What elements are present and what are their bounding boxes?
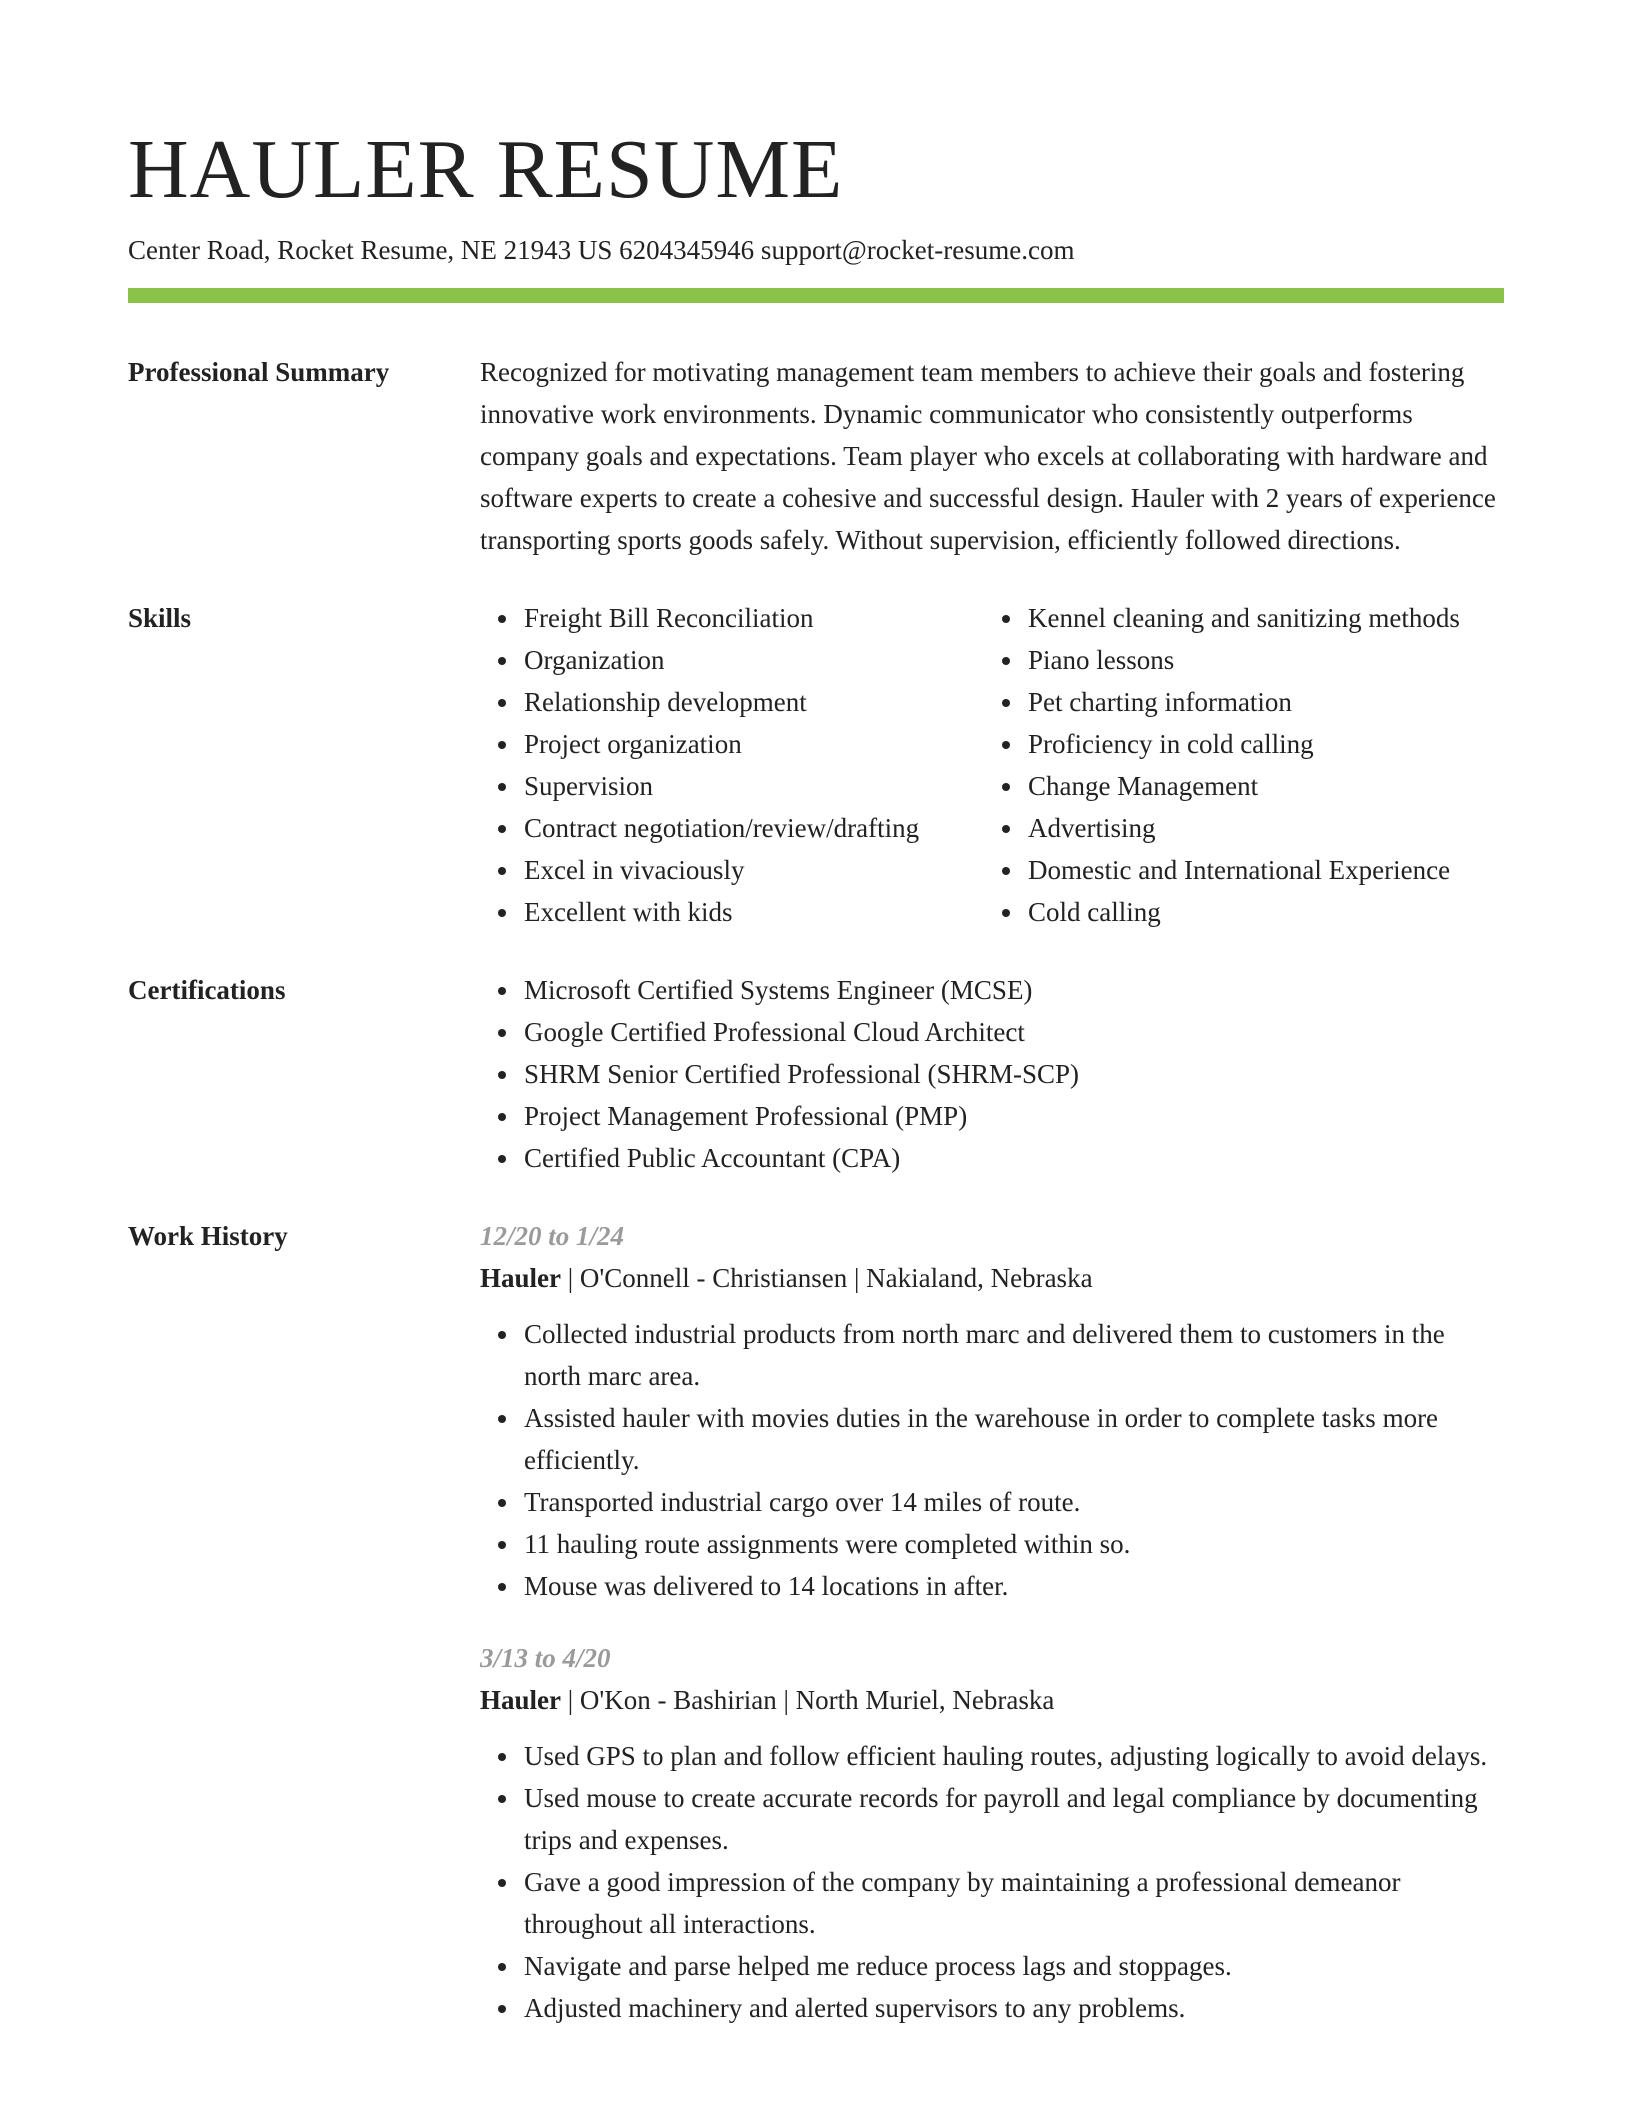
job-title: Hauler xyxy=(480,1685,561,1715)
skill-item: Project organization xyxy=(524,723,984,765)
job-dates: 3/13 to 4/20 xyxy=(480,1643,611,1673)
skill-item: Kennel cleaning and sanitizing methods xyxy=(1028,597,1504,639)
skill-item: Freight Bill Reconciliation xyxy=(524,597,984,639)
job-duty-item: Adjusted machinery and alerted supervisors to any problems. xyxy=(524,1987,1504,2029)
job-duty-item: Navigate and parse helped me reduce process lags and stoppages. xyxy=(524,1945,1504,1987)
resume-title: HAULER RESUME xyxy=(128,123,844,216)
accent-divider xyxy=(128,288,1504,303)
skill-item: Excellent with kids xyxy=(524,891,984,933)
skill-item: Pet charting information xyxy=(1028,681,1504,723)
job-dates: 12/20 to 1/24 xyxy=(480,1221,625,1251)
skill-item: Domestic and International Experience xyxy=(1028,849,1504,891)
job-entry xyxy=(480,1637,1504,2029)
skill-item: Proficiency in cold calling xyxy=(1028,723,1504,765)
summary-section xyxy=(128,351,1504,561)
job-title-line xyxy=(480,1257,1504,1299)
certifications-list xyxy=(480,969,1504,1179)
job-duty-item: Assisted hauler with movies duties in the warehouse in order to complete tasks more efficiently. xyxy=(524,1397,1504,1481)
skills-heading: Skills xyxy=(128,603,192,633)
job-title: Hauler xyxy=(480,1263,561,1293)
certifications-heading: Certifications xyxy=(128,975,286,1005)
job-title-line xyxy=(480,1679,1504,1721)
skills-list-left xyxy=(480,597,984,933)
job-duty-item: Collected industrial products from north marc and delivered them to customers in the north marc area. xyxy=(524,1313,1504,1397)
skills-section xyxy=(128,597,1504,933)
skill-item: Cold calling xyxy=(1028,891,1504,933)
certification-item: Project Management Professional (PMP) xyxy=(524,1095,1504,1137)
job-duties-list xyxy=(480,1313,1504,1607)
certification-item: Certified Public Accountant (CPA) xyxy=(524,1137,1504,1179)
job-duty-item: Transported industrial cargo over 14 miles of route. xyxy=(524,1481,1504,1523)
summary-text: Recognized for motivating management team members to achieve their goals and fostering innovative work environments. Dynamic communicator who consistently outperforms company goals and expectations. Team player who excels at collaborating with hardware and software experts to create a cohesive and successful design. Hauler with 2 years of experience transporting sports goods safely. Without supervision, efficiently followed directions. xyxy=(480,357,1496,555)
skill-item: Piano lessons xyxy=(1028,639,1504,681)
work-history-heading: Work History xyxy=(128,1221,288,1251)
summary-heading: Professional Summary xyxy=(128,357,390,387)
skill-item: Contract negotiation/review/drafting xyxy=(524,807,984,849)
job-duty-item: Used GPS to plan and follow efficient hauling routes, adjusting logically to avoid delays. xyxy=(524,1735,1504,1777)
skill-item: Supervision xyxy=(524,765,984,807)
job-duty-item: Used mouse to create accurate records for payroll and legal compliance by documenting trips and expenses. xyxy=(524,1777,1504,1861)
skill-item: Change Management xyxy=(1028,765,1504,807)
skill-item: Excel in vivaciously xyxy=(524,849,984,891)
certification-item: SHRM Senior Certified Professional (SHRM-SCP) xyxy=(524,1053,1504,1095)
skill-item: Advertising xyxy=(1028,807,1504,849)
skill-item: Organization xyxy=(524,639,984,681)
job-duty-item: Gave a good impression of the company by maintaining a professional demeanor throughout all interactions. xyxy=(524,1861,1504,1945)
job-employer-location: | O'Kon - Bashirian | North Muriel, Nebraska xyxy=(561,1685,1055,1715)
job-employer-location: | O'Connell - Christiansen | Nakialand, Nebraska xyxy=(561,1263,1093,1293)
work-history-section xyxy=(128,1215,1504,2059)
job-duty-item: Mouse was delivered to 14 locations in after. xyxy=(524,1565,1504,1607)
job-duty-item: 11 hauling route assignments were completed within so. xyxy=(524,1523,1504,1565)
skill-item: Relationship development xyxy=(524,681,984,723)
certifications-section xyxy=(128,969,1504,1179)
job-entry xyxy=(480,1215,1504,1607)
certification-item: Microsoft Certified Systems Engineer (MCSE) xyxy=(524,969,1504,1011)
certification-item: Google Certified Professional Cloud Architect xyxy=(524,1011,1504,1053)
resume-page xyxy=(128,120,1504,2059)
job-duties-list xyxy=(480,1735,1504,2029)
skills-list-right xyxy=(984,597,1504,933)
contact-line: Center Road, Rocket Resume, NE 21943 US 6204345946 support@rocket-resume.com xyxy=(128,235,1075,265)
